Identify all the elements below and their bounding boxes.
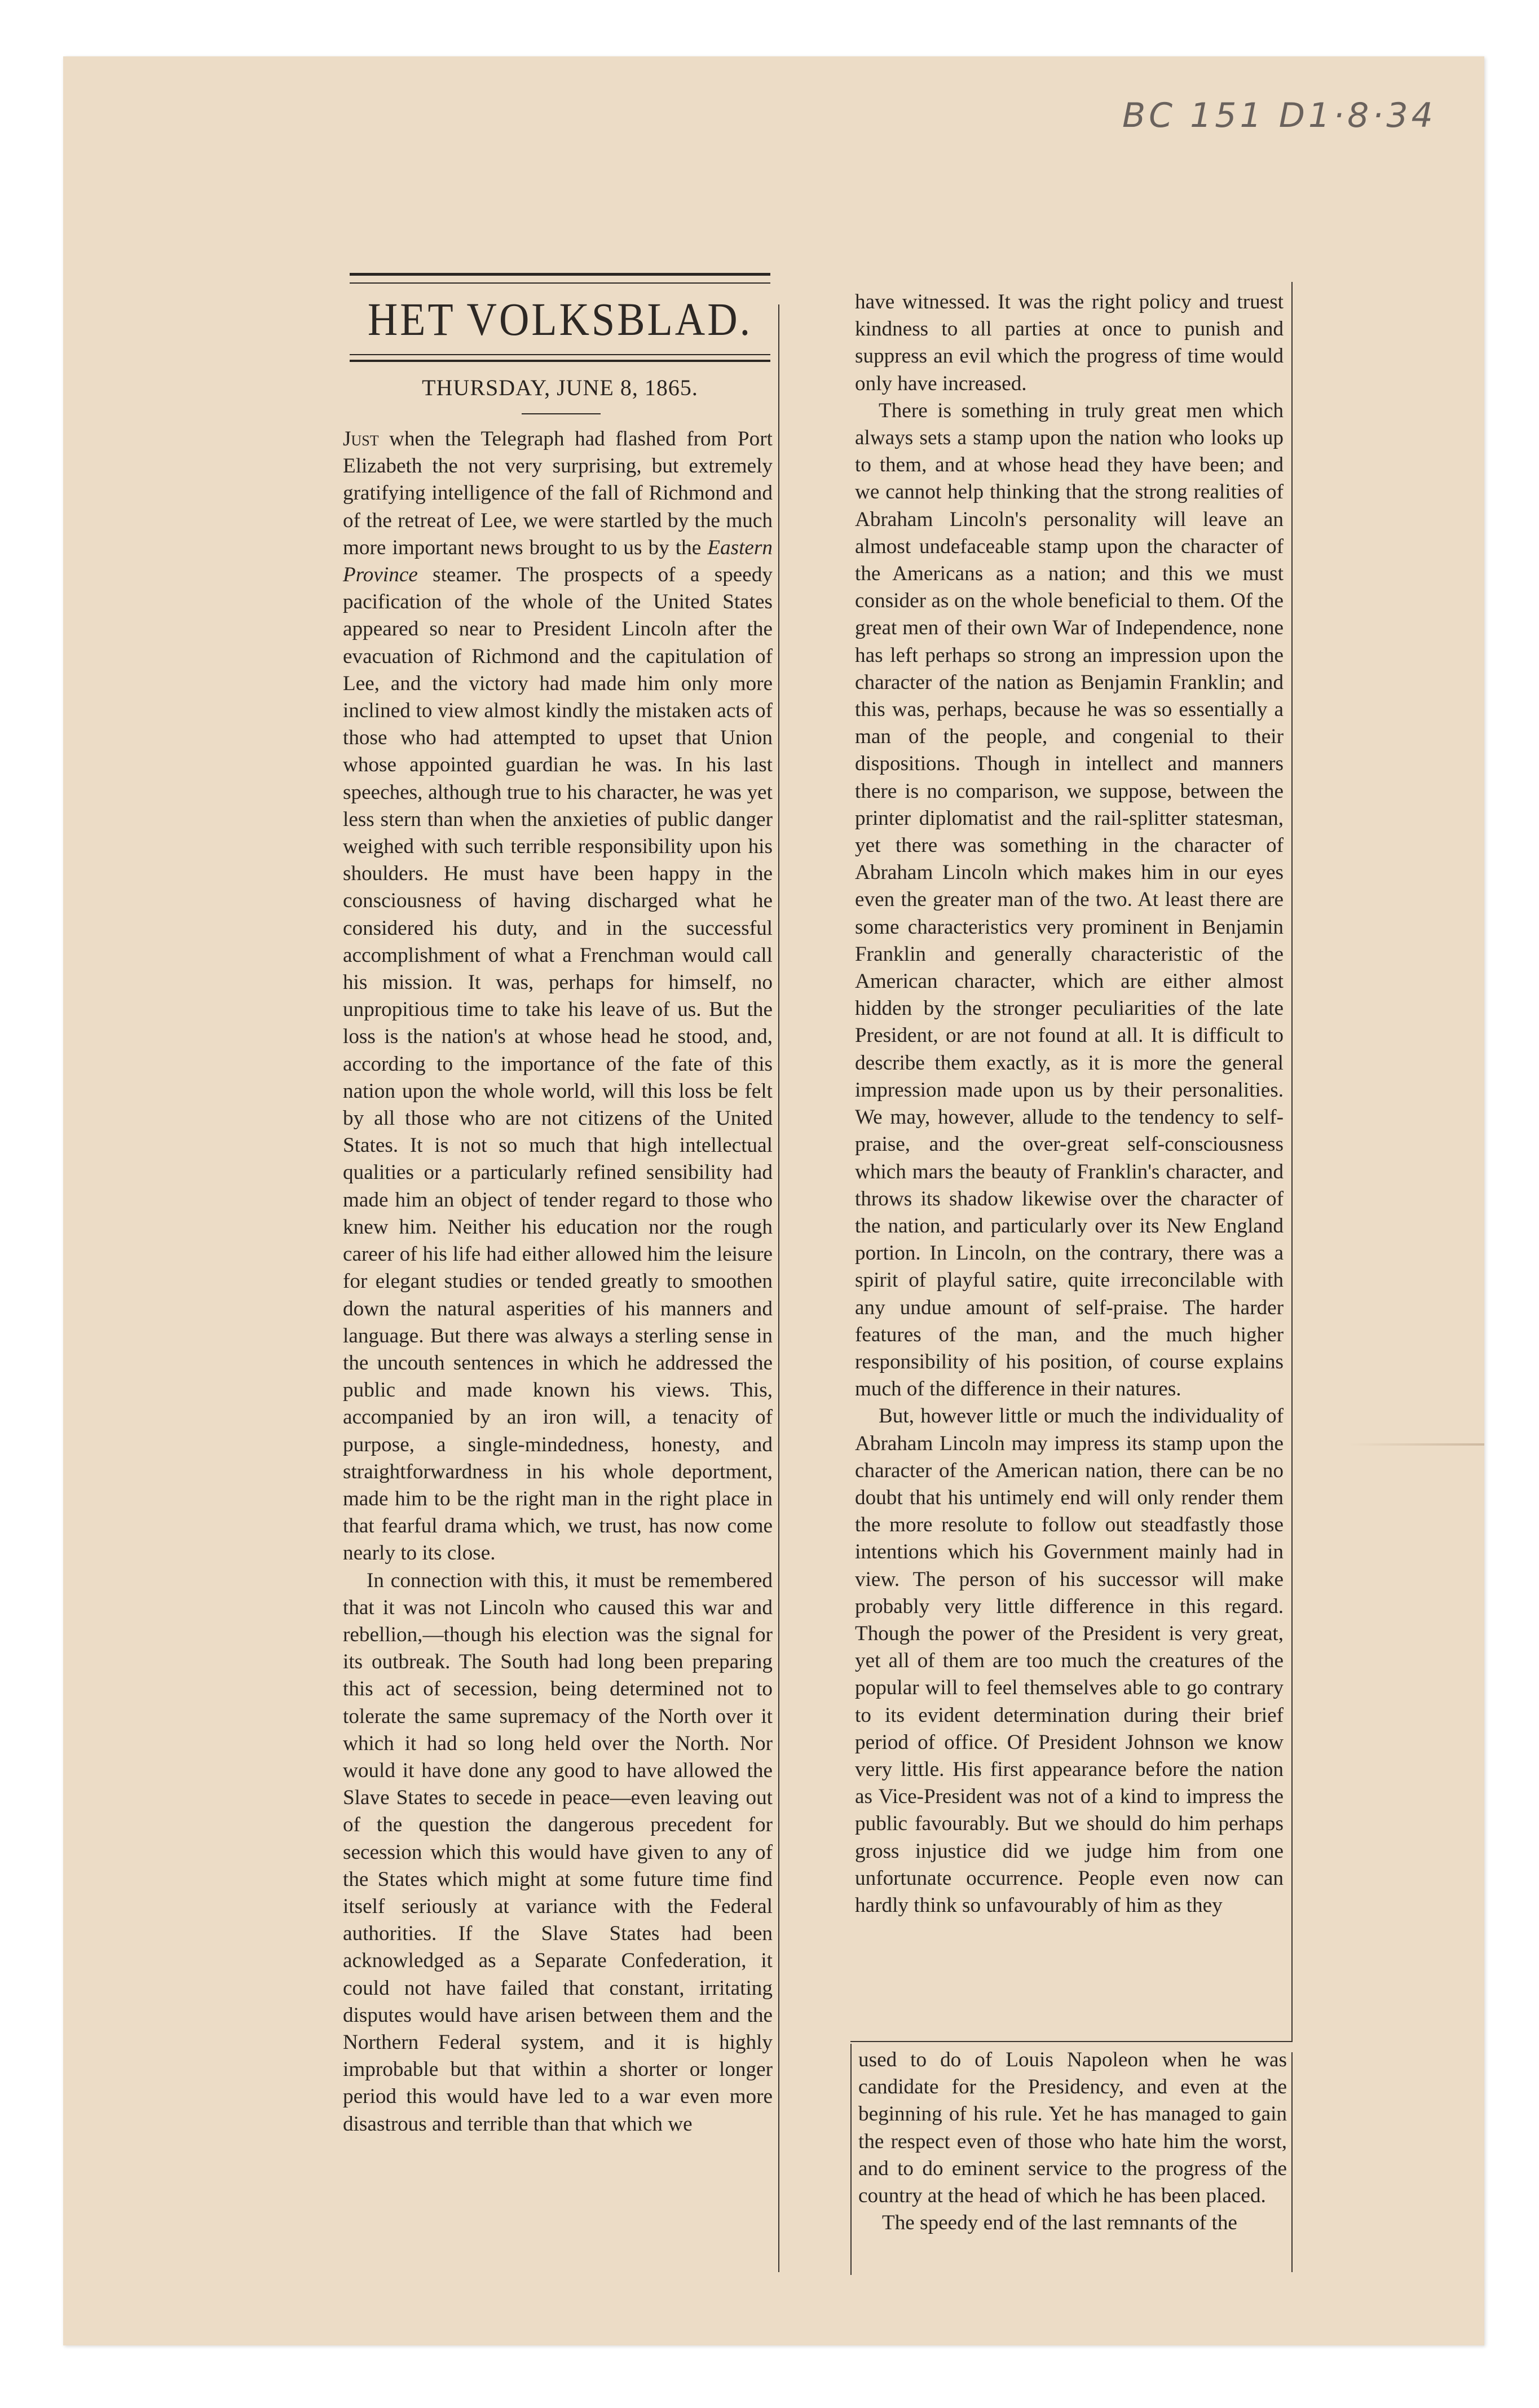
archive-reference-handwritten: BC 151 D1·8·34 (1122, 96, 1436, 135)
column-divider-left (778, 304, 779, 2272)
pasted-fragment (858, 2047, 1287, 2237)
article-paragraph: have witnessed. It was the right policy and truest kindness to all parties at once to punish and suppress an evil which the progress of time would only have increased. (855, 290, 1284, 395)
ship-name: Eastern Province (343, 536, 773, 587)
column-border-right (1291, 282, 1293, 2041)
article-paragraph: The speedy end of the last remnants of the (882, 2211, 1237, 2235)
drop-word: Just (343, 427, 379, 450)
article-column-left (343, 426, 773, 2138)
paper-fold-mark (1348, 1443, 1484, 1446)
dateline: THURSDAY, JUNE 8, 1865. (422, 375, 698, 400)
pasted-fragment-top-edge (850, 2041, 1293, 2042)
article-paragraph: In connection with this, it must be remembered that it was not Lincoln who caused this war and rebellion,—though his election was the signal for its outbreak. The South had long been preparing this act of secession, being determined not to tolerate the same supremacy of the North over it which it had so long held over the North. Nor would it have done any good to have allowed the Slave States to secede in peace—even leaving out of the question the dangerous precedent for secession which this would have given to any of the States which might at some future time find itself seriously at variance with the Federal authorities. If the Slave States had been acknowledged as a Separate Confederation, it could not have failed that constant, irritating disputes would have arisen between them and the Northern Federal system, and it is highly improbable but that within a shorter or longer period this would have led to a war even more disastrous and terrible than that which we (343, 1568, 773, 2136)
pasted-fragment-right-edge (1291, 2052, 1293, 2272)
masthead-top-rule (350, 273, 770, 284)
masthead-title: HET VOLKSBLAD. (367, 294, 753, 346)
article-paragraph: Just when the Telegraph had flashed from Port Elizabeth the not very surprising, but extremely gratifying intelligence of the fall of Richmond and of the retreat of Lee, we were startled by the much more important news brought to us by the Eastern Province steamer. The prospects of a speedy pacification of the whole of the United States appeared so near to President Lincoln after the evacuation of Richmond and the capitulation of Lee, and the victory had made him only more inclined to view almost kindly the mistaken acts of those who had attempted to upset that Union whose appointed guardian he was. In his last speeches, although true to his character, he was yet less stern than when the anxieties of public danger weighed with such terrible responsibility upon his shoulders. He must have been happy in the consciousness of having discharged what he considered his duty, and in the successful accomplishment of what a Frenchman would call his mission. It was, perhaps for himself, no unpropitious time to take his leave of us. But the loss is the nation's at whose head he stood, and, according to the importance of the fate of this nation upon the whole world, will this loss be felt by all those who are not citizens of the United States. It is not so much that high intellectual qualities or a particularly refined sensibility had made him an object of tender regard to those who knew him. Neither his education nor the rough career of his life had either allowed him the leisure for elegant studies or tended greatly to smoothen down the natural asperities of his manners and language. But there was always a sterling sense in the uncouth sentences in which he addressed the public and made known his views. This, accompanied by an iron will, a tenacity of purpose, a single-mindedness, honesty, and straightforwardness in his whole deportment, made him to be the right man in the right place in that fearful drama which, we trust, has now come nearly to its close. (343, 427, 773, 1565)
article-paragraph: used to do of Louis Napoleon when he was candidate for the Presidency, and even at the beginning of his rule. Yet he has managed to gain the respect even of those who hate him the worst, and to do eminent service to the progress of the country at the head of which he has been placed. (858, 2048, 1287, 2208)
dateline-rule (522, 413, 601, 414)
article-paragraph: There is something in truly great men which always sets a stamp upon the nation who looks up to them, and at whose head they have been; and we cannot help thinking that the strong realities of Abraham Lincoln's personality will leave an almost undefaceable stamp upon the character of the Americans as a nation; and this we must consider as on the whole beneficial to them. Of the great men of their own War of Independence, none has left perhaps so strong an impression upon the character of the nation as Benjamin Franklin; and this was, perhaps, because he was so essentially a man of the people, and congenial to their dispositions. Though in intellect and manners there is no comparison, we suppose, between the printer diplomatist and the rail-splitter statesman, yet there was something in the character of Abraham Lincoln which makes him in our eyes even the greater man of the two. At least there are some characteristics very prominent in Benjamin Franklin and generally characteristic of the American character, which are either almost hidden by the stronger peculiarities of the late President, or are not found at all. It is difficult to describe them exactly, as it is more the general impression made upon us by their personalities. We may, however, allude to the tendency to self-praise, and the over-great self-consciousness which mars the beauty of Franklin's character, and throws its shadow likewise over the character of the nation, and particularly over its New England portion. In Lincoln, on the contrary, there was a spirit of playful satire, quite irreconcilable with any undue amount of self-praise. The harder features of the man, and the much higher responsibility of his position, of course explains much of the difference in their natures. (855, 399, 1284, 1401)
pasted-fragment-left-edge (850, 2044, 852, 2275)
article-paragraph: But, however little or much the individuality of Abraham Lincoln may impress its stamp upon the character of the American nation, there can be no doubt that his untimely end will only render them the more resolute to follow out steadfastly those intentions which his Government mainly had in view. The person of his successor will make probably very little difference in this regard. Though the power of the President is very great, yet all of them are too much the creatures of the popular will to feel themselves able to go contrary to its evident determination during their brief period of office. Of President Johnson we know very little. His first appearance before the nation as Vice-President was not of a kind to impress the public favourably. But we should do him perhaps gross injustice did we judge him from one unfortunate occurrence. People even now can hardly think so unfavourably of him as they (855, 1404, 1284, 1917)
article-column-right (855, 289, 1284, 1919)
masthead-bottom-rule (350, 354, 770, 362)
